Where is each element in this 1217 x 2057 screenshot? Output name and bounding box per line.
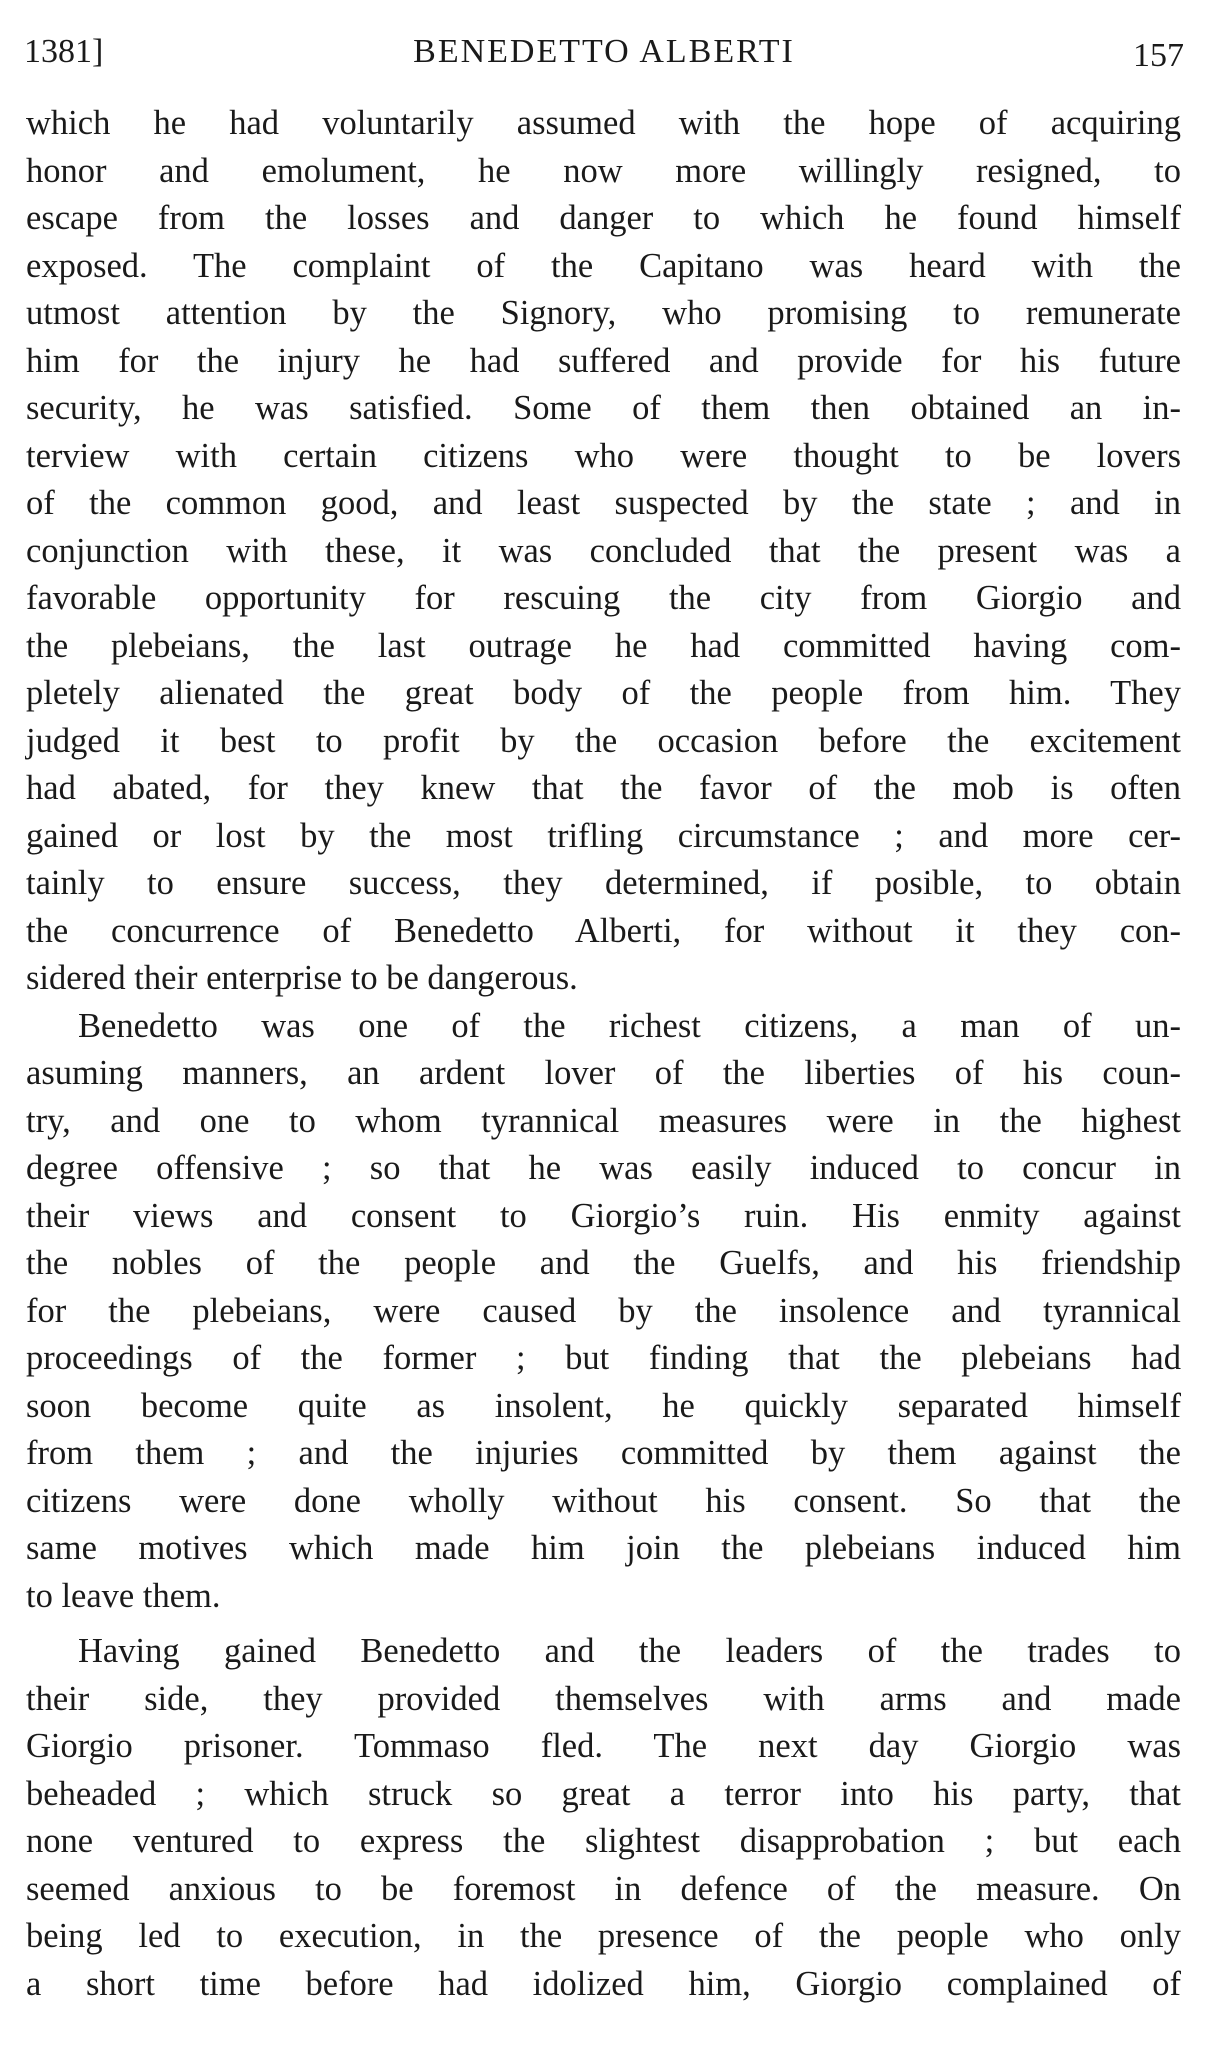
text-line: of the common good, and least suspected by the state ; and in (26, 484, 1181, 522)
text-line: the concurrence of Benedetto Alberti, for without it they con- (26, 911, 1181, 950)
text-line: for the plebeians, were caused by the insolence and tyrannical (26, 1291, 1181, 1330)
text-line: the plebeians, the last outrage he had committed having com- (26, 626, 1181, 665)
text-line: Benedetto was one of the richest citizens, a man of un- (78, 1006, 1181, 1045)
text-line: which he had voluntarily assumed with the hope of acquiring (26, 104, 1181, 142)
header-title: BENEDETTO ALBERTI (413, 33, 795, 70)
text-line: Having gained Benedetto and the leaders of the trades to (78, 1632, 1181, 1670)
text-line: utmost attention by the Signory, who promising to remunerate (26, 294, 1181, 332)
text-line: judged it best to profit by the occasion before the excitement (26, 721, 1181, 760)
text-line: same motives which made him join the plebeians induced him (26, 1529, 1181, 1567)
text-line: Giorgio prisoner. Tommaso fled. The next day Giorgio was (26, 1727, 1181, 1765)
text-line: beheaded ; which struck so great a terror into his party, that (26, 1774, 1181, 1813)
text-line: exposed. The complaint of the Capitano was heard with the (26, 246, 1181, 285)
text-line: sidered their enterprise to be dangerous. (26, 959, 578, 997)
header-year: 1381] (24, 33, 104, 70)
text-line: pletely alienated the great body of the people from him. They (26, 674, 1181, 712)
text-line: a short time before had idolized him, Giorgio complained of (26, 1964, 1181, 2003)
text-line: asuming manners, an ardent lover of the liberties of his coun- (26, 1054, 1181, 1092)
text-line: try, and one to whom tyrannical measures were in the highest (26, 1101, 1181, 1140)
text-line: citizens were done wholly without his consent. So that the (26, 1481, 1181, 1520)
page-number: 157 (1133, 37, 1184, 74)
text-line: the nobles of the people and the Guelfs, and his friendship (26, 1244, 1181, 1282)
text-line: security, he was satisfied. Some of them then obtained an in- (26, 389, 1181, 427)
text-line: escape from the losses and danger to which he found himself (26, 199, 1181, 237)
text-line: had abated, for they knew that the favor of the mob is often (26, 769, 1181, 807)
text-line: conjunction with these, it was concluded that the present was a (26, 531, 1181, 570)
text-line: proceedings of the former ; but finding that the plebeians had (26, 1339, 1181, 1377)
paragraph (26, 1003, 1181, 1621)
text-line: tainly to ensure success, they determined, if posible, to obtain (26, 864, 1181, 902)
paragraph-gap (26, 1620, 1181, 1628)
text-line: gained or lost by the most trifling circumstance ; and more cer- (26, 816, 1181, 855)
text-line: honor and emolument, he now more willingly resigned, to (26, 151, 1181, 190)
text-line: degree offensive ; so that he was easily induced to concur in (26, 1149, 1181, 1187)
text-line: being led to execution, in the presence of the people who only (26, 1917, 1181, 1955)
text-line: none ventured to express the slightest disapprobation ; but each (26, 1822, 1181, 1860)
text-line: favorable opportunity for rescuing the city from Giorgio and (26, 579, 1181, 617)
text-line: terview with certain citizens who were thought to be lovers (26, 436, 1181, 475)
body-text (26, 100, 1181, 2008)
text-line: their views and consent to Giorgio’s ruin. His enmity against (26, 1196, 1181, 1235)
text-line: soon become quite as insolent, he quickly separated himself (26, 1386, 1181, 1425)
text-line: from them ; and the injuries committed by them against the (26, 1434, 1181, 1472)
text-line: seemed anxious to be foremost in defence of the measure. On (26, 1869, 1181, 1908)
text-line: to leave them. (26, 1576, 221, 1615)
text-line: him for the injury he had suffered and provide for his future (26, 341, 1181, 380)
paragraph (26, 1628, 1181, 2008)
paragraph (26, 100, 1181, 1003)
text-line: their side, they provided themselves with arms and made (26, 1679, 1181, 1718)
running-header (24, 26, 1184, 78)
